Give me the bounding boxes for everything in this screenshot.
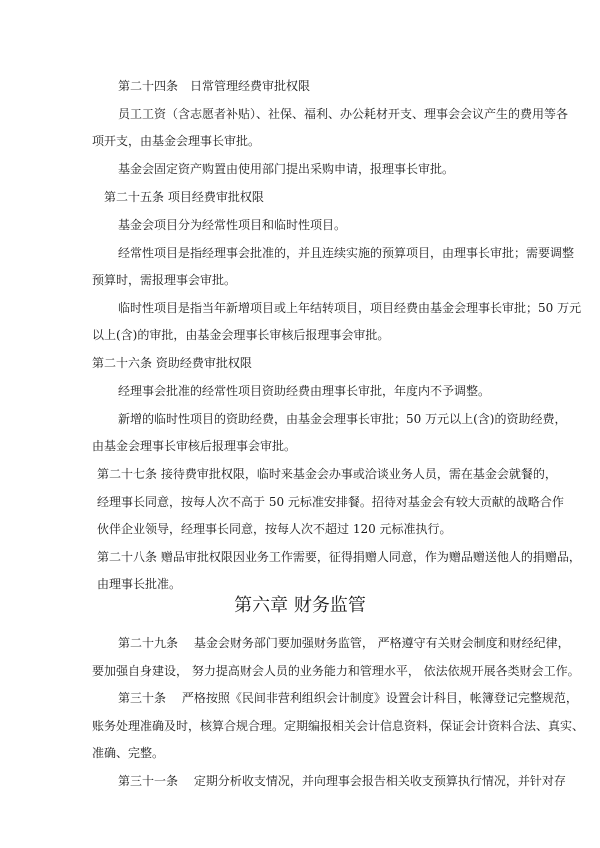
text-line: 第二十六条 资助经费审批权限 [92,356,252,370]
text-line: 第二十九条 基金会财务部门要加强财务监管， 严格遵守有关财会制度和财经纪律， [118,636,570,650]
text-line: 经理事会批准的经常性项目资助经费由理事长审批，年度内不予调整。 [118,384,491,398]
text-line: 以上(含)的审批，由基金会理事长审核后报理事会审批。 [92,328,390,342]
text-line: 第三十一条 定期分析收支情况，并向理事会报告相关收支预算执行情况，并针对存 [118,774,566,788]
chapter-heading: 第六章 财务监管 [234,595,366,616]
text-line: 新增的临时性项目的资助经费，由基金会理事长审批；50 万元以上(含)的资助经费， [118,412,567,426]
text-line: 员工工资（含志愿者补贴）、社保、福利、办公耗材开支、理事会会议产生的费用等各 [118,107,569,121]
text-line: 准确、完整。 [92,746,165,760]
text-line: 第二十四条 日常管理经费审批权限 [118,79,311,93]
text-line: 第二十七条 接待费审批权限，临时来基金会办事或洽谈业务人员，需在基金会就餐的， [97,467,557,481]
text-line: 第二十五条 项目经费审批权限 [104,190,264,204]
text-line: 项开支，由基金会理事长审批。 [92,134,261,148]
text-line: 第二十八条 赠品审批权限因业务工作需要，征得捐赠人同意，作为赠品赠送他人的捐赠品， [97,550,581,564]
text-line: 第三十条 严格按照《民间非营利组织会计制度》设置会计科目，帐簿登记完整规范， [118,691,578,705]
text-line: 伙伴企业领导，经理事长同意，按每人次不超过 120 元标准执行。 [97,522,452,536]
text-line: 经常性项目是指经理事会批准的，并且连续实施的预算项目，由理事长审批；需要调整 [118,246,575,260]
text-line: 要加强自身建设， 努力提高财会人员的业务能力和管理水平， 依法依规开展各类财会工作。 [92,664,580,678]
text-line: 预算时，需报理事会审批。 [92,273,237,287]
text-line: 基金会项目分为经常性项目和临时性项目。 [118,218,347,232]
text-line: 基金会固定资产购置由使用部门提出采购申请，报理事长审批。 [118,162,455,176]
text-line: 由理事长批准。 [97,577,182,591]
text-line: 由基金会理事长审核后报理事会审批。 [92,439,297,453]
text-line: 临时性项目是指当年新增项目或上年结转项目，项目经费由基金会理事长审批；50 万元 [118,301,582,315]
text-line: 账务处理准确及时，核算合规合理。定期编报相关会计信息资料，保证会计资料合法、真实、 [92,719,585,733]
text-line: 经理事长同意，按每人次不高于 50 元标准安排餐。招待对基金会有较大贡献的战略合作 [97,495,564,509]
